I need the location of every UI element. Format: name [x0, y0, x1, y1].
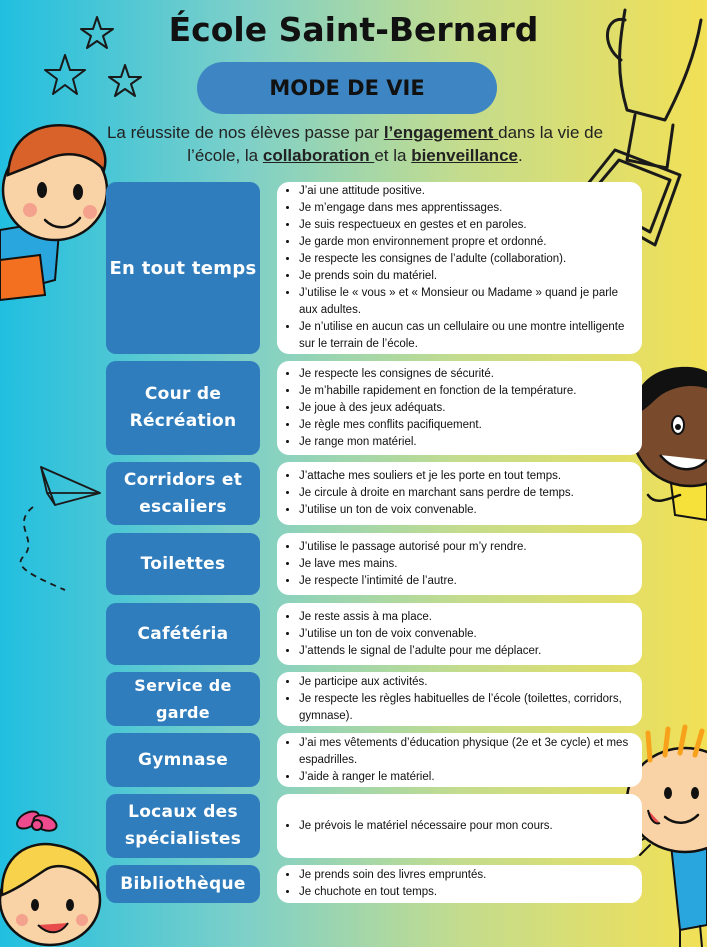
rules-box	[277, 182, 642, 354]
rules-list	[281, 674, 638, 725]
rule-item: • Je garde mon environnement propre et ordonné.	[299, 234, 638, 251]
section-label: Toilettes	[106, 533, 260, 595]
section-label: Corridors et escaliers	[106, 462, 260, 525]
rule-item: • Je range mon matériel.	[299, 434, 576, 451]
rules-box	[277, 361, 642, 455]
intro-keyword-engagement: l’engagement	[383, 123, 499, 142]
school-title: École Saint-Bernard	[168, 10, 539, 49]
rule-item: • Je m’habille rapidement en fonction de la température.	[299, 383, 576, 400]
rule-item: • Je circule à droite en marchant sans perdre de temps.	[299, 485, 574, 502]
section-label: Cafétéria	[106, 603, 260, 665]
intro-part-2: dans la vie de l’école, la	[187, 123, 604, 165]
rules-list	[281, 735, 638, 786]
rules-box	[277, 865, 642, 903]
intro-keyword-collaboration: collaboration	[262, 146, 375, 165]
rule-item: • J’attache mes souliers et je les porte en tout temps.	[299, 468, 574, 485]
rule-item: • Je respecte les règles habituelles de l’école (toilettes, corridors, gymnase).	[299, 691, 638, 725]
paper-plane-icon	[5, 465, 105, 595]
section-label: Cour de Récréation	[106, 361, 260, 455]
rule-item: • Je respecte les consignes de l’adulte (collaboration).	[299, 251, 638, 268]
rule-item: • Je lave mes mains.	[299, 556, 527, 573]
subtitle-badge	[197, 62, 497, 114]
rule-item: • Je participe aux activités.	[299, 674, 638, 691]
rules-box	[277, 672, 642, 726]
subtitle-text: MODE DE VIE	[269, 76, 425, 100]
rule-item: • Je prévois le matériel nécessaire pour mon cours.	[299, 818, 553, 835]
rules-list	[281, 818, 553, 835]
rules-list	[281, 183, 638, 353]
rule-item: • Je reste assis à ma place.	[299, 609, 541, 626]
rules-list	[281, 539, 527, 590]
section-label: En tout temps	[106, 182, 260, 354]
intro-part-4: .	[517, 146, 523, 165]
rule-item: • Je m’engage dans mes apprentissages.	[299, 200, 638, 217]
rules-box	[277, 603, 642, 665]
rule-item: • Je respecte l’intimité de l’autre.	[299, 573, 527, 590]
rules-list	[281, 366, 576, 451]
rule-item: • Je joue à des jeux adéquats.	[299, 400, 576, 417]
rules-list	[281, 609, 541, 660]
rule-item: • J’ai mes vêtements d’éducation physique (2e et 3e cycle) et mes espadrilles.	[299, 735, 638, 769]
section-label: Service de garde	[106, 672, 260, 726]
rule-item: • Je suis respectueux en gestes et en paroles.	[299, 217, 638, 234]
rules-box	[277, 733, 642, 787]
section-label: Locaux des spécialistes	[106, 794, 260, 858]
section-label: Gymnase	[106, 733, 260, 787]
rule-item: • J’utilise un ton de voix convenable.	[299, 502, 574, 519]
rule-item: • Je prends soin du matériel.	[299, 268, 638, 285]
rules-box	[277, 794, 642, 858]
rule-item: • J’attends le signal de l’adulte pour me déplacer.	[299, 643, 541, 660]
boy-face-icon	[0, 120, 115, 305]
rules-box	[277, 462, 642, 525]
intro-keyword-bienveillance: bienveillance	[411, 146, 518, 165]
rule-item: • J’utilise le passage autorisé pour m’y rendre.	[299, 539, 527, 556]
intro-text	[100, 121, 610, 167]
rule-item: • J’utilise le « vous » et « Monsieur ou Madame » quand je parle aux adultes.	[299, 285, 638, 319]
rule-item: • Je chuchote en tout temps.	[299, 884, 486, 901]
section-label: Bibliothèque	[106, 865, 260, 903]
rule-item: • J’ai une attitude positive.	[299, 183, 638, 200]
rules-box	[277, 533, 642, 595]
rules-list	[281, 867, 486, 901]
rule-item: • Je règle mes conflits pacifiquement.	[299, 417, 576, 434]
rule-item: • J’utilise un ton de voix convenable.	[299, 626, 541, 643]
rule-item: • Je respecte les consignes de sécurité.	[299, 366, 576, 383]
rules-list	[281, 468, 574, 519]
rule-item: • Je n’utilise en aucun cas un cellulaire ou une montre intelligente sur le terrain de l’école.	[299, 319, 638, 353]
rule-item: • Je prends soin des livres empruntés.	[299, 867, 486, 884]
girl-face-icon	[0, 805, 110, 947]
intro-part-3: et la	[374, 146, 412, 165]
rule-item: • J’aide à ranger le matériel.	[299, 769, 638, 786]
intro-part-1: La réussite de nos élèves passe par	[106, 123, 384, 142]
